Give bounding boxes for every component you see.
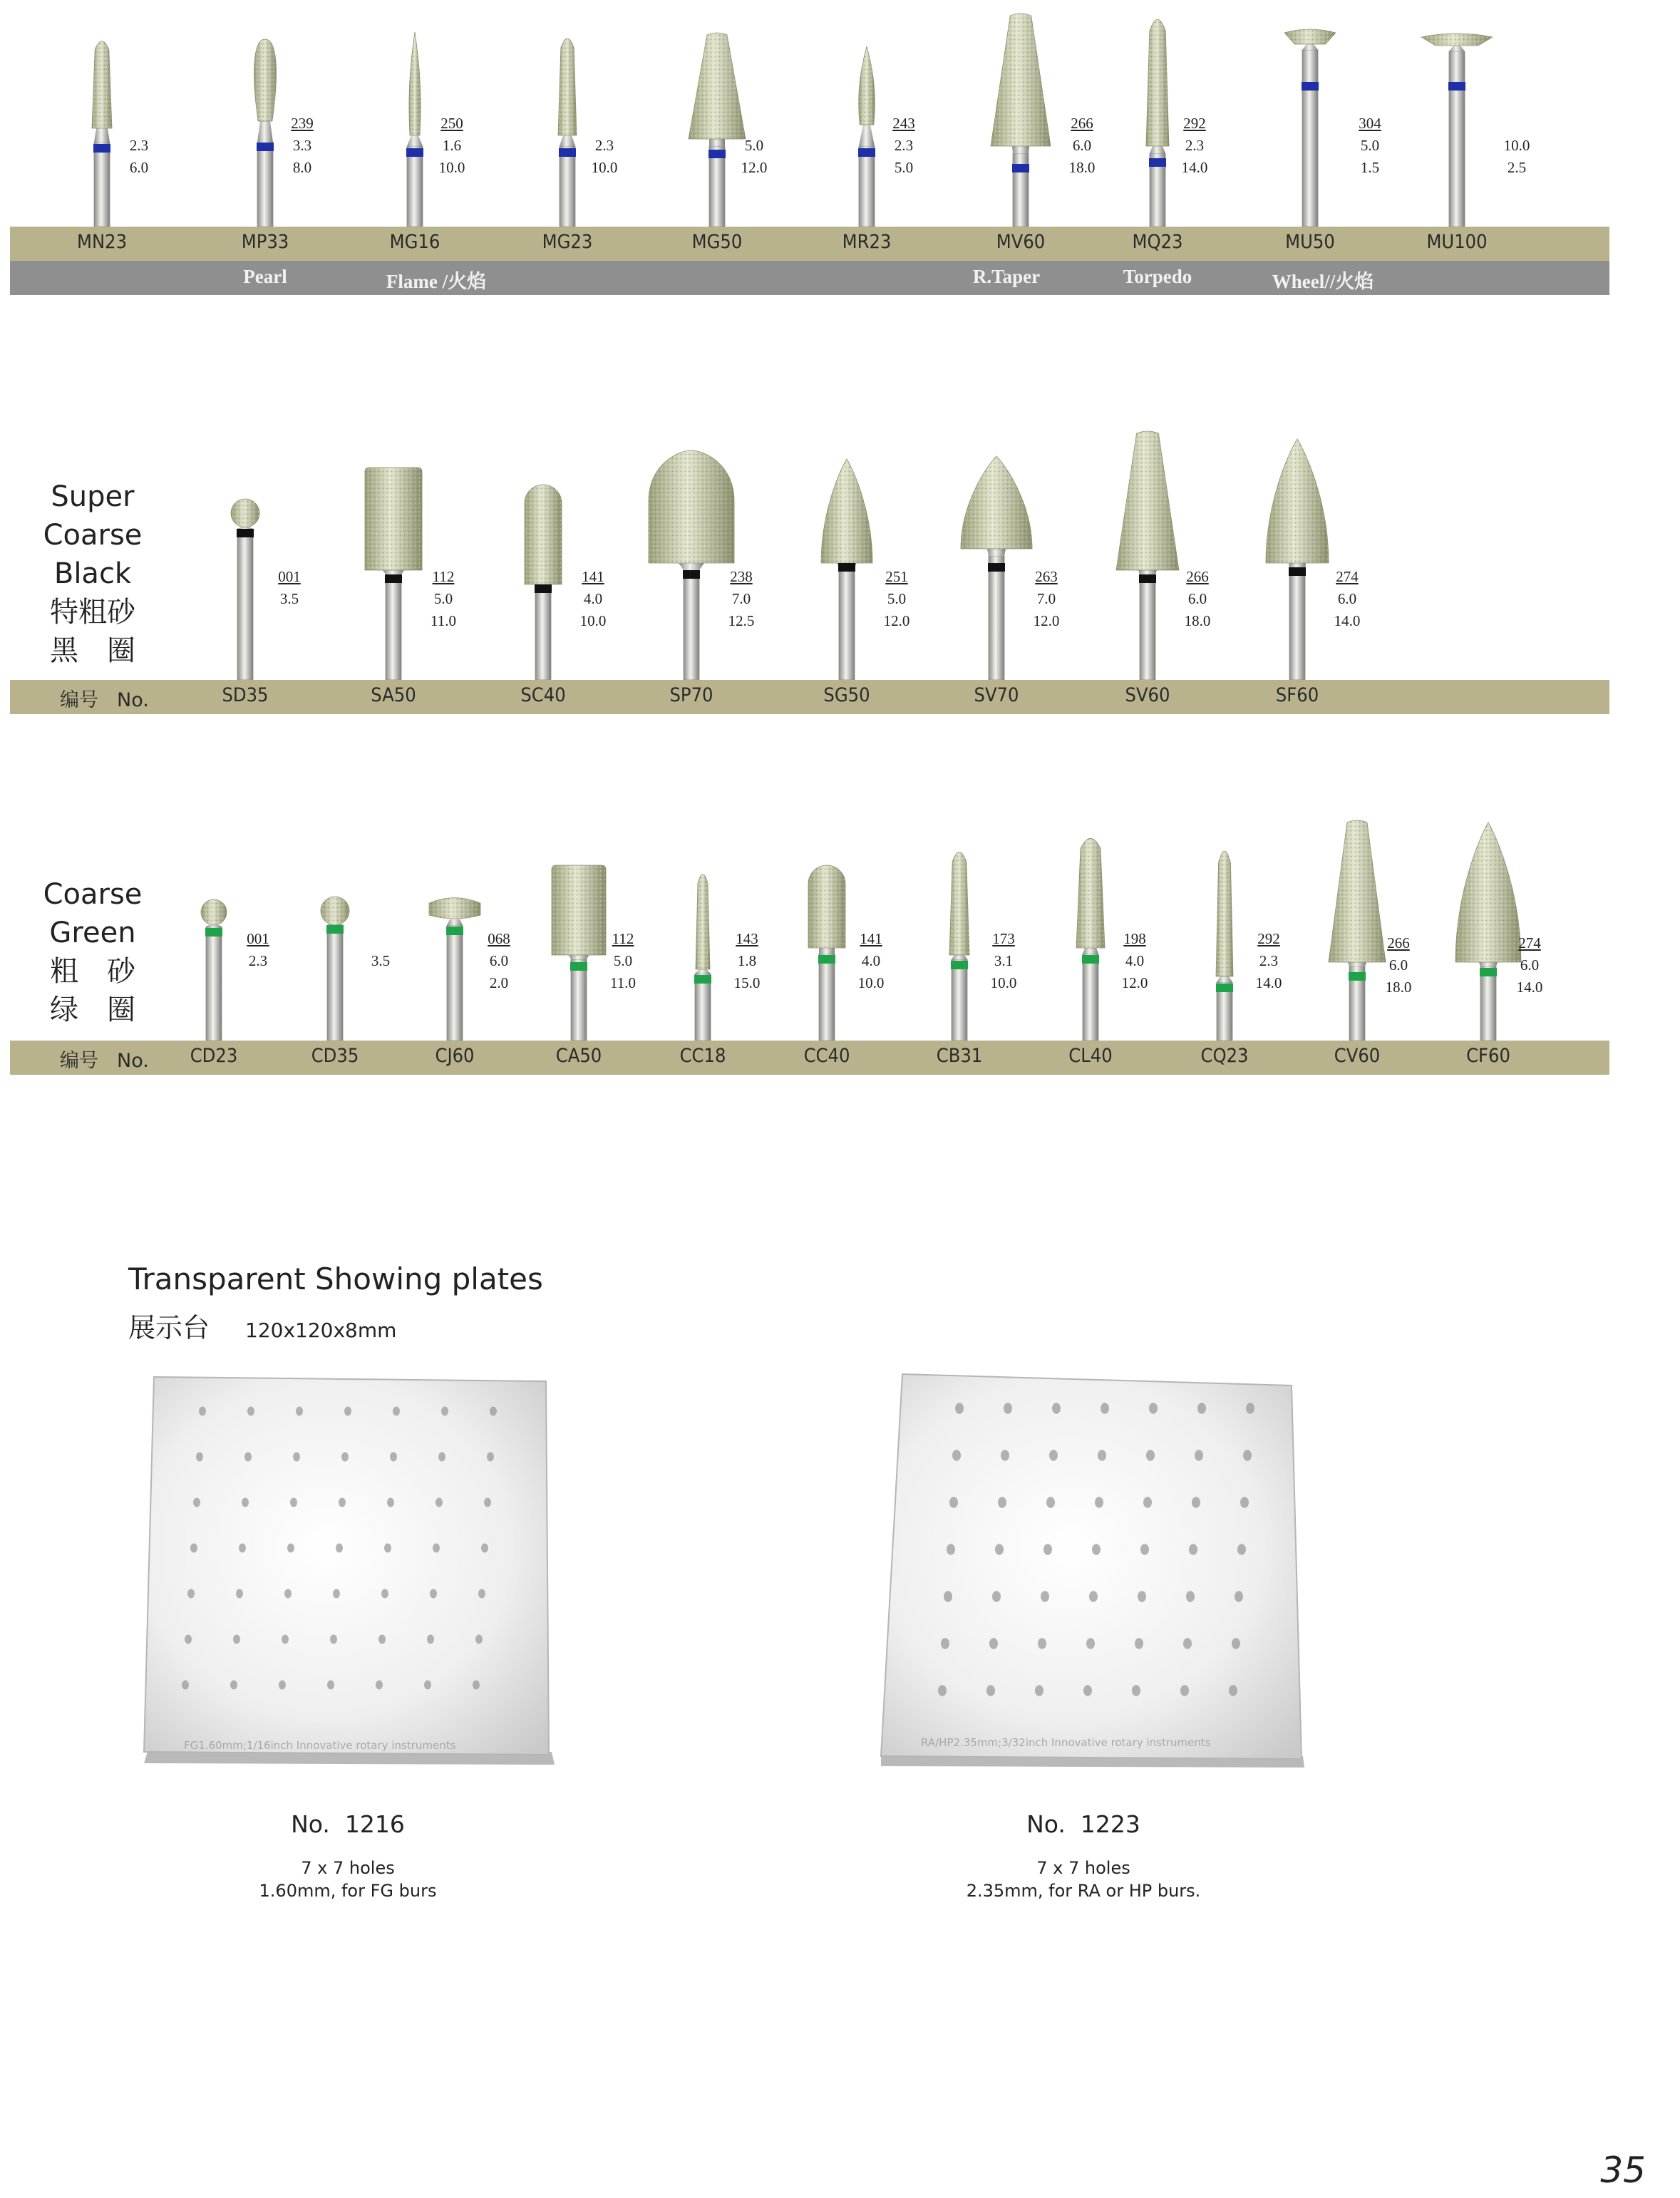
plate-hole xyxy=(1052,1403,1061,1414)
head-diameter: 7.0 xyxy=(1036,590,1056,607)
plate-hole xyxy=(242,1498,249,1507)
bur-code: CA50 xyxy=(555,1045,602,1067)
plate-hole xyxy=(239,1544,246,1553)
plate-number-prefix: No. xyxy=(1026,1810,1066,1838)
plate-number-value: 1216 xyxy=(344,1810,405,1838)
page-number: 35 xyxy=(1600,2150,1646,2191)
bur-illustration xyxy=(529,0,629,1041)
head-diameter: 2.3 xyxy=(1259,952,1279,969)
head-length: 18.0 xyxy=(1068,159,1096,176)
plate-hole xyxy=(381,1589,388,1599)
no-label-cn: 编号 xyxy=(60,689,98,711)
grit-label-line: Green xyxy=(49,917,136,949)
plate-hole xyxy=(1001,1450,1009,1461)
bur-spec xyxy=(850,928,892,994)
plate-hole xyxy=(947,1544,955,1555)
plate-hole xyxy=(1149,1403,1158,1414)
head-length: 12.0 xyxy=(741,159,768,176)
plate-hole xyxy=(955,1403,964,1414)
bur-code: CJ60 xyxy=(435,1045,475,1067)
head-length: 10.0 xyxy=(579,612,607,629)
plates-size: 120x120x8mm xyxy=(245,1319,397,1342)
head-diameter: 7.0 xyxy=(731,590,751,607)
bur-code: CC40 xyxy=(803,1045,850,1067)
plate-hole xyxy=(438,1453,445,1462)
shape-name-pearl: Pearl xyxy=(243,266,287,287)
plate-hole xyxy=(1183,1638,1192,1649)
iso-number: 266 xyxy=(1387,934,1410,951)
plate-hole xyxy=(387,1498,394,1507)
plate-hole xyxy=(187,1589,195,1599)
plate-hole xyxy=(1046,1497,1055,1508)
plate-hole xyxy=(1186,1591,1195,1602)
head-length: 10.0 xyxy=(857,974,885,991)
plate-hole xyxy=(279,1681,286,1690)
bur-code: SV70 xyxy=(974,684,1019,706)
plate-hole xyxy=(233,1635,240,1644)
plate-hole xyxy=(1038,1638,1046,1649)
no-label xyxy=(60,1045,149,1073)
plates-subtitle xyxy=(128,1306,396,1345)
plate-description: 2.35mm, for RA or HP burs. xyxy=(966,1881,1201,1901)
shape-name-flame: Flame /火焰 xyxy=(386,271,487,292)
plate-number xyxy=(212,1810,483,1838)
head-length: 14.0 xyxy=(1516,979,1543,996)
bur-spec xyxy=(359,928,402,972)
plate-hole xyxy=(333,1589,340,1599)
iso-number: 112 xyxy=(432,568,455,585)
head-diameter: 3.5 xyxy=(279,590,299,607)
bur-code: SD35 xyxy=(222,684,269,706)
head-diameter: 2.3 xyxy=(248,952,268,969)
grit-label-line: Black xyxy=(53,557,132,590)
plate-hole xyxy=(1143,1497,1152,1508)
iso-number: 173 xyxy=(992,930,1015,947)
head-length: 12.0 xyxy=(883,612,910,629)
bur-code: MU50 xyxy=(1285,231,1335,253)
plate-hole xyxy=(1095,1497,1103,1508)
bur-code: MG50 xyxy=(691,231,743,253)
plate-hole xyxy=(1197,1403,1206,1414)
iso-number: 266 xyxy=(1186,568,1209,585)
plate-hole xyxy=(193,1498,200,1507)
bur-code: MR23 xyxy=(842,231,892,253)
plate-hole xyxy=(490,1407,497,1416)
bur-code: MG16 xyxy=(389,231,440,253)
plate-hole xyxy=(1189,1544,1197,1555)
head-diameter: 6.0 xyxy=(1072,137,1092,154)
bur-code: MU100 xyxy=(1426,231,1488,253)
plate-hole xyxy=(989,1638,998,1649)
plate-hole xyxy=(344,1407,351,1416)
bur-illustration xyxy=(1438,0,1538,1041)
plate-hole xyxy=(481,1544,488,1553)
head-diameter: 6.0 xyxy=(1187,590,1207,607)
grit-label-line: 黑 圈 xyxy=(50,634,135,667)
plate-hole xyxy=(487,1453,494,1462)
head-diameter: 2.3 xyxy=(1185,137,1205,154)
head-diameter: 1.8 xyxy=(737,952,757,969)
plate-holes: 7 x 7 holes xyxy=(301,1858,395,1878)
grit-label-line: 特粗砂 xyxy=(50,596,135,629)
plate-hole xyxy=(393,1407,400,1416)
plates-title-cn: 展示台 xyxy=(128,1312,210,1343)
bur-illustration xyxy=(164,0,264,1041)
bur-spec xyxy=(726,928,768,994)
bur-illustration xyxy=(405,0,505,1041)
grit-label-line: Coarse xyxy=(43,878,143,911)
bur-code: MG23 xyxy=(542,231,593,253)
iso-number: 250 xyxy=(440,115,463,132)
plate-caption-1223 xyxy=(948,1810,1219,1902)
bur-code: CV60 xyxy=(1334,1045,1381,1067)
head-diameter: 5.0 xyxy=(887,590,907,607)
head-length: 6.0 xyxy=(129,159,149,176)
plate-hole xyxy=(430,1589,437,1599)
plate-hole xyxy=(1192,1497,1200,1508)
bur-illustration xyxy=(1041,0,1140,1041)
plate-hole xyxy=(1138,1591,1146,1602)
iso-number: 001 xyxy=(247,930,269,947)
grit-label-line: 粗 砂 xyxy=(50,955,135,988)
plate-hole xyxy=(986,1685,995,1696)
plate-hole xyxy=(941,1638,949,1649)
head-diameter: 10.0 xyxy=(1503,137,1530,154)
head-length: 14.0 xyxy=(1255,974,1282,991)
head-length: 10.0 xyxy=(591,159,618,176)
plate-hole xyxy=(336,1544,343,1553)
bur-code: CF60 xyxy=(1466,1045,1510,1067)
plate-hole xyxy=(1229,1685,1237,1696)
grit-label-line: Coarse xyxy=(43,519,143,552)
iso-number: 243 xyxy=(892,115,915,132)
plate-hole xyxy=(944,1591,952,1602)
plate-number-value: 1223 xyxy=(1080,1810,1140,1838)
plate-hole xyxy=(1146,1450,1155,1461)
shape-name-r-taper: R.Taper xyxy=(972,266,1041,287)
plate-hole xyxy=(196,1453,203,1462)
plate-hole xyxy=(436,1498,443,1507)
plate-image-1216 xyxy=(141,1374,569,1775)
iso-number: 141 xyxy=(860,930,882,947)
plate-hole xyxy=(290,1498,297,1507)
iso-number: 292 xyxy=(1257,930,1280,947)
plate-hole xyxy=(1132,1685,1140,1696)
head-length: 2.0 xyxy=(489,974,509,991)
head-diameter: 6.0 xyxy=(489,952,509,969)
plate-hole xyxy=(327,1681,334,1690)
bur-code: MN23 xyxy=(76,231,128,253)
plate-hole xyxy=(185,1635,192,1644)
bur-row-coarse-green xyxy=(0,0,1680,1076)
iso-number: 274 xyxy=(1518,934,1541,951)
iso-number: 112 xyxy=(612,930,634,947)
bur-spec xyxy=(1113,928,1156,994)
plate-hole xyxy=(938,1685,947,1696)
showing-plate-1223 xyxy=(878,1370,1306,1778)
plate-hole xyxy=(376,1681,383,1690)
bur-code: CD23 xyxy=(190,1045,238,1067)
iso-number: 068 xyxy=(488,930,510,947)
shape-name-torpedo: Torpedo xyxy=(1123,266,1192,287)
no-label-en: No. xyxy=(117,689,149,711)
plate-holes: 7 x 7 holes xyxy=(1036,1858,1130,1878)
grit-label-coarse xyxy=(29,875,157,1029)
plate-hole xyxy=(230,1681,237,1690)
bur-code: SC40 xyxy=(520,684,566,706)
plates-title: Transparent Showing plates xyxy=(128,1261,543,1296)
head-diameter: 4.0 xyxy=(861,952,881,969)
head-length: 12.0 xyxy=(1121,974,1148,991)
plate-hole xyxy=(1035,1685,1043,1696)
plate-hole xyxy=(1235,1591,1243,1602)
plate-hole xyxy=(339,1498,346,1507)
head-length: 14.0 xyxy=(1181,159,1208,176)
plate-hole xyxy=(473,1681,480,1690)
bur-spec xyxy=(478,928,520,994)
showing-plate-1216 xyxy=(141,1374,569,1775)
bur-code: MQ23 xyxy=(1132,231,1183,253)
head-length: 18.0 xyxy=(1385,979,1412,996)
plate-hole xyxy=(478,1589,485,1599)
plate-hole xyxy=(1086,1638,1095,1649)
head-length: 1.5 xyxy=(1360,159,1380,176)
bur-code: SA50 xyxy=(371,684,416,706)
plate-hole xyxy=(378,1635,386,1644)
plate-hole xyxy=(1140,1544,1149,1555)
plate-hole xyxy=(330,1635,337,1644)
iso-number: 266 xyxy=(1071,115,1093,132)
bur-spec xyxy=(982,928,1025,994)
iso-number: 143 xyxy=(736,930,758,947)
plate-hole xyxy=(1195,1450,1203,1461)
head-diameter: 2.3 xyxy=(129,137,149,154)
bur-code: CQ23 xyxy=(1200,1045,1249,1067)
head-diameter: 1.6 xyxy=(442,137,462,154)
bur-code: CC18 xyxy=(679,1045,726,1067)
plate-hole xyxy=(1246,1403,1254,1414)
plate-hole xyxy=(949,1497,958,1508)
head-length: 11.0 xyxy=(431,612,456,629)
head-length: 2.5 xyxy=(1507,159,1527,176)
bur-code: SF60 xyxy=(1275,684,1319,706)
plate-image-1223 xyxy=(878,1370,1306,1778)
plate-hole xyxy=(1101,1403,1109,1414)
plate-hole xyxy=(1004,1403,1012,1414)
plate-hole xyxy=(1180,1685,1189,1696)
bur-code: MP33 xyxy=(241,231,289,253)
grit-label-line: 绿 圈 xyxy=(50,994,135,1026)
bur-code: SV60 xyxy=(1125,684,1170,706)
plate-hole xyxy=(390,1453,397,1462)
plate-hole xyxy=(1135,1638,1143,1649)
plate-hole xyxy=(475,1635,483,1644)
head-diameter: 4.0 xyxy=(1125,952,1145,969)
iso-number: 263 xyxy=(1035,568,1058,585)
head-diameter: 3.3 xyxy=(292,137,312,154)
bur-code: MV60 xyxy=(996,231,1046,253)
plate-hole xyxy=(293,1453,300,1462)
iso-number: 304 xyxy=(1359,115,1381,132)
plate-hole xyxy=(995,1544,1004,1555)
no-label-cn: 编号 xyxy=(60,1050,98,1072)
iso-number xyxy=(359,928,402,950)
iso-number: 141 xyxy=(582,568,604,585)
plate-hole xyxy=(287,1544,294,1553)
plate-hole xyxy=(484,1498,491,1507)
bur-spec xyxy=(237,928,279,972)
plate-caption-1216 xyxy=(212,1810,483,1902)
plate-hole xyxy=(190,1544,197,1553)
plate-hole xyxy=(441,1407,448,1416)
head-diameter: 5.0 xyxy=(744,137,764,154)
head-diameter: 2.3 xyxy=(594,137,614,154)
plate-hole xyxy=(296,1407,303,1416)
plate-description: 1.60mm, for FG burs xyxy=(259,1881,437,1901)
no-label-en: No. xyxy=(117,1050,149,1072)
plate-hole xyxy=(424,1681,431,1690)
iso-number: 239 xyxy=(291,115,314,132)
head-diameter: 5.0 xyxy=(433,590,453,607)
plate-hole xyxy=(998,1497,1006,1508)
plate-number xyxy=(948,1810,1219,1838)
bur-code: CB31 xyxy=(936,1045,983,1067)
bur-spec xyxy=(1508,932,1551,999)
plate-etched-text: RA/HP2.35mm;3/32inch Innovative rotary instruments xyxy=(921,1736,1211,1749)
iso-number: 198 xyxy=(1123,930,1146,947)
bur-code: SG50 xyxy=(823,684,870,706)
head-length: 10.0 xyxy=(990,974,1017,991)
iso-number: 251 xyxy=(885,568,908,585)
head-length: 15.0 xyxy=(733,974,761,991)
bur-illustration xyxy=(909,0,1009,1041)
shape-name-wheel: Wheel//火焰 xyxy=(1272,271,1374,292)
bur-illustration xyxy=(1175,0,1274,1041)
head-diameter: 3.1 xyxy=(994,952,1014,969)
plate-hole xyxy=(244,1453,252,1462)
bur-illustration xyxy=(777,0,877,1041)
bur-illustration xyxy=(1307,0,1407,1041)
iso-number: 238 xyxy=(730,568,753,585)
head-diameter: 5.0 xyxy=(613,952,633,969)
plate-hole xyxy=(433,1544,440,1553)
plate-etched-text: FG1.60mm;1/16inch Innovative rotary instruments xyxy=(184,1739,456,1752)
head-length: 14.0 xyxy=(1334,612,1361,629)
head-length: 8.0 xyxy=(292,159,312,176)
plate-hole xyxy=(1049,1450,1058,1461)
plate-hole xyxy=(282,1635,289,1644)
plate-hole xyxy=(247,1407,254,1416)
plate-hole xyxy=(1043,1544,1052,1555)
head-length: 11.0 xyxy=(610,974,636,991)
plate-hole xyxy=(199,1407,206,1416)
code-bar-row-3 xyxy=(10,1041,1609,1075)
plate-hole xyxy=(1089,1591,1098,1602)
grit-label-line: Super xyxy=(51,480,135,513)
bur-code: SP70 xyxy=(669,684,713,706)
plate-hole xyxy=(1098,1450,1106,1461)
plate-hole xyxy=(1092,1544,1101,1555)
bur-spec xyxy=(602,928,644,994)
plate-hole xyxy=(1240,1497,1249,1508)
plate-hole xyxy=(341,1453,349,1462)
head-length: 18.0 xyxy=(1184,612,1211,629)
plate-hole xyxy=(427,1635,434,1644)
plate-hole xyxy=(1232,1638,1240,1649)
plate-hole xyxy=(992,1591,1001,1602)
head-length: 10.0 xyxy=(438,159,465,176)
head-diameter: 2.3 xyxy=(894,137,914,154)
plate-hole xyxy=(1243,1450,1252,1461)
head-diameter: 4.0 xyxy=(583,590,603,607)
bur-code: CD35 xyxy=(311,1045,359,1067)
head-length: 12.5 xyxy=(728,612,755,629)
bur-illustration xyxy=(653,0,753,1041)
plate-hole xyxy=(284,1589,292,1599)
head-diameter: 5.0 xyxy=(1360,137,1380,154)
head-length: 5.0 xyxy=(894,159,914,176)
plate-hole xyxy=(1083,1685,1092,1696)
plate-number-prefix: No. xyxy=(291,1810,330,1838)
plate-hole xyxy=(236,1589,243,1599)
head-diameter: 6.0 xyxy=(1337,590,1357,607)
plate-hole xyxy=(384,1544,391,1553)
plate-hole xyxy=(952,1450,961,1461)
plate-hole xyxy=(1041,1591,1049,1602)
head-diameter: 6.0 xyxy=(1388,956,1408,974)
bur-code: CL40 xyxy=(1068,1045,1113,1067)
iso-number: 001 xyxy=(278,568,301,585)
plate-hole xyxy=(182,1681,189,1690)
bur-spec xyxy=(1377,932,1420,999)
head-diameter: 6.0 xyxy=(1520,956,1540,974)
plate-hole xyxy=(1237,1544,1246,1555)
iso-number: 292 xyxy=(1183,115,1206,132)
bur-illustration xyxy=(285,0,385,1041)
head-length: 12.0 xyxy=(1033,612,1060,629)
head-diameter: 3.5 xyxy=(371,952,391,969)
iso-number: 274 xyxy=(1336,568,1359,585)
bur-spec xyxy=(1247,928,1290,994)
